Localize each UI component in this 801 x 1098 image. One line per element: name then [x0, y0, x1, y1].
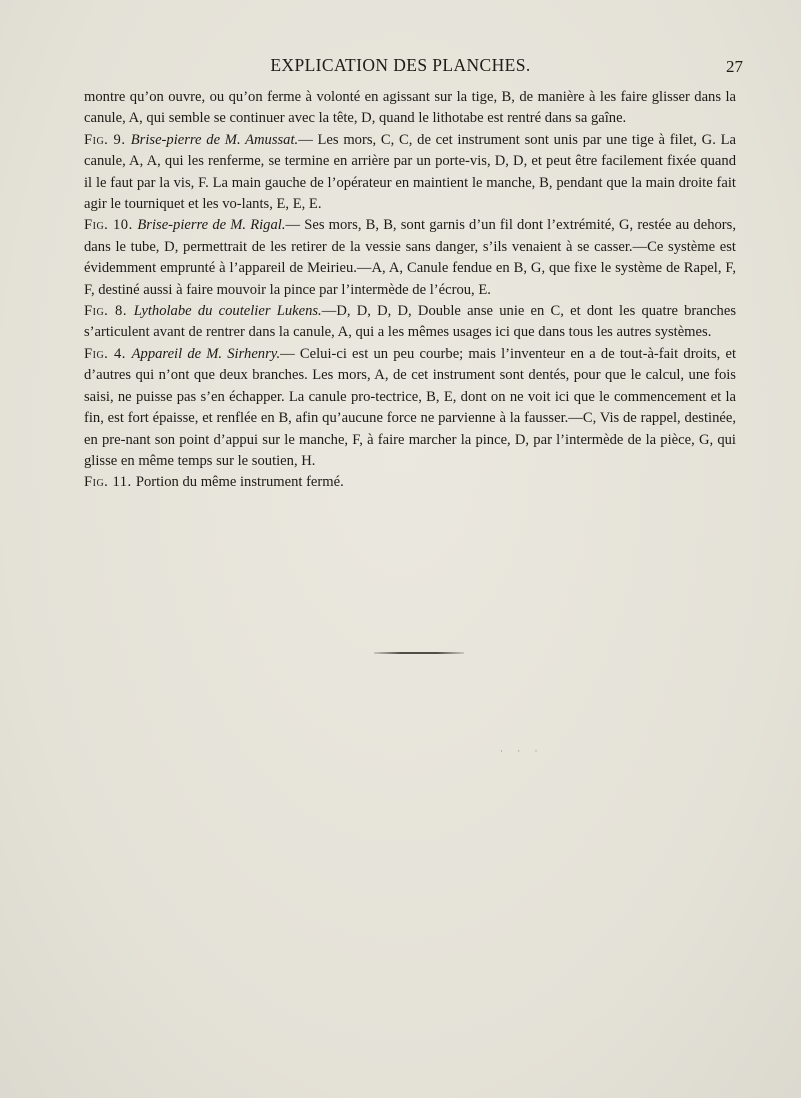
figure-description: —D, D, D, D, Double anse unie en C, et dont les quatre branches s’articulent avant de rentrer dans la canule, A, qui a les mêmes usages ici que dans tous les autres systèmes. — [84, 303, 736, 341]
running-head: EXPLICATION DES PLANCHES. — [270, 55, 531, 75]
figure-label: Fig. 10. — [84, 217, 138, 234]
figure-entry-8 — [84, 301, 736, 344]
paragraph-continuation — [84, 87, 736, 130]
figure-description: — Ses mors, B, B, sont garnis d’un fil dont l’extrémité, G, restée au dehors, dans le tube, D, permettrait de les retirer de la vessie sans danger, s’ils venaient à se casser.—Ce système est évidemment emprunté à l’appareil de Meirieu.—A, A, Canule fendue en B, G, que fixe le système de Rapel, F, F, destiné aussi à faire mouvoir la pince par l’intermède de l’écrou, E. — [84, 217, 736, 298]
figure-label: Fig. 4. — [84, 345, 132, 362]
body-text — [84, 87, 736, 494]
page-header — [0, 52, 801, 78]
figure-title: Brise-pierre de M. Amussat. — [130, 131, 299, 148]
figure-title: Appareil de M. Sirhenry. — [131, 345, 281, 362]
figure-entry-10 — [84, 215, 736, 301]
end-rule — [374, 652, 464, 654]
figure-title: Brise-pierre de M. Rigal. — [137, 217, 286, 234]
paper-specks: · · · — [500, 746, 544, 756]
figure-label: Fig. 8. — [84, 303, 134, 320]
figure-description: Portion du même instrument fermé. — [135, 474, 344, 491]
figure-entry-4 — [84, 344, 736, 472]
figure-title: Lytholabe du coutelier Lukens. — [133, 303, 322, 320]
figure-label: Fig. 11. — [84, 474, 136, 491]
paragraph-text: montre qu’on ouvre, ou qu’on ferme à volonté en agissant sur la tige, B, de manière à les faire glisser dans la canule, A, qui semble se continuer avec la tête, D, quand le lithotabe est rentré dans sa gaîne. — [84, 89, 736, 127]
figure-entry-11 — [84, 472, 736, 493]
figure-description: — Celui-ci est un peu courbe; mais l’inventeur en a de tout-à-fait droits, et d’autres qui n’ont que deux branches. Les mors, A, de cet instrument sont dentés, pour que le calcul, une fois saisi, ne puisse pas s’en échapper. La canule pro-tectrice, B, E, dont on ne voit ici que le commencement et la fin, est fort épaisse, et renflée en B, afin qu’aucune force ne parvienne à la fausser.—C, Vis de rappel, destinée, en pre-nant son point d’appui sur le manche, F, à faire marcher la pince, D, par l’intermède de la pièce, G, qui glisse en même temps sur le soutien, H. — [84, 345, 737, 469]
page-number: 27 — [726, 57, 743, 76]
figure-entry-9 — [84, 130, 736, 216]
figure-description: — Les mors, C, C, de cet instrument sont unis par une tige à filet, G. La canule, A, A, qui les renferme, se termine en arrière par un porte-vis, D, D, et peut être facilement fixée quand il le faut par la vis, F. La main gauche de l’opérateur en maintient le manche, B, pendant que la main droite fait agir le tourniquet et les vo-lants, E, E, E. — [84, 131, 736, 213]
figure-label: Fig. 9. — [84, 131, 131, 148]
